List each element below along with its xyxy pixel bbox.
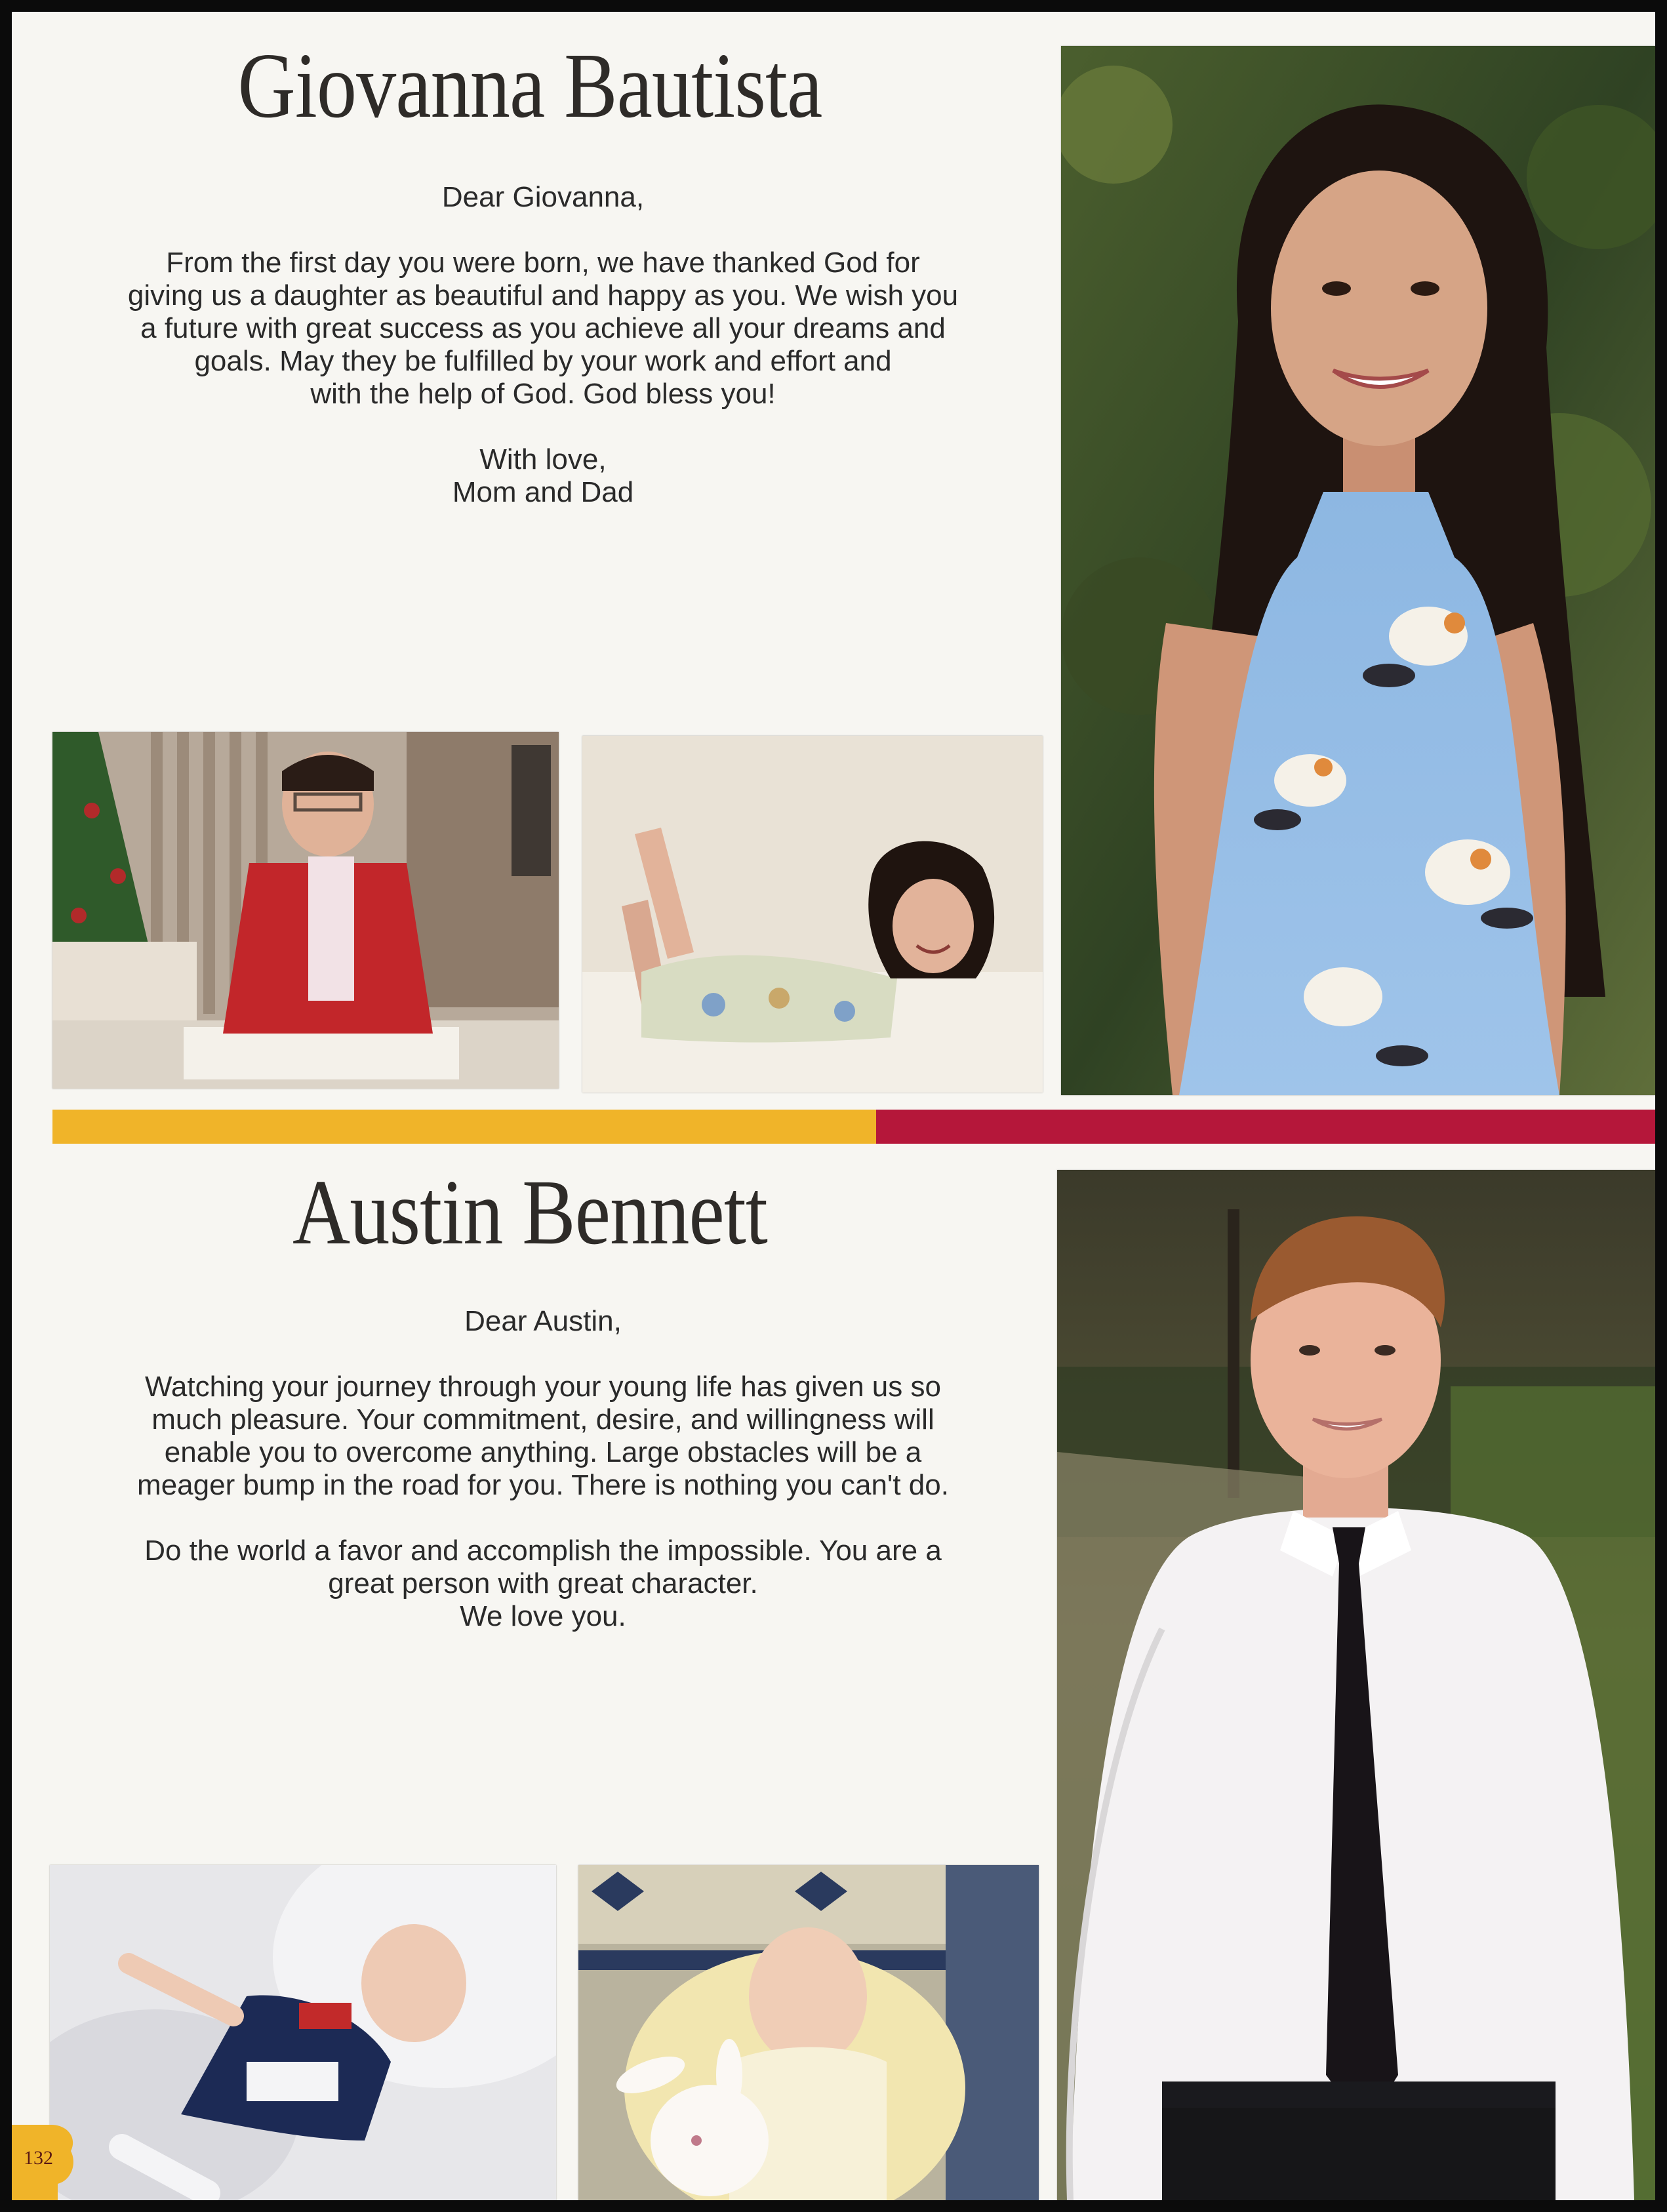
letter-1-salutation: Dear Giovanna, [441, 181, 645, 213]
divider-bar-gold [52, 1110, 876, 1144]
senior-portrait-photo-2 [1057, 1170, 1655, 2200]
letter-2-line: much pleasure. Your commitment, desire, and willingness will [151, 1403, 934, 1436]
letter-1-line: giving us a daughter as beautiful and happy as you. We wish you [127, 279, 959, 312]
childhood-photo-1a [52, 732, 559, 1089]
divider-bar-crimson [876, 1110, 1655, 1144]
letter-1-line: goals. May they be fulfilled by your work and effort and [194, 345, 892, 377]
letter-2 [51, 1305, 1035, 1633]
letter-2-salutation: Dear Austin, [464, 1305, 622, 1337]
letter-1-closing: With love, [479, 443, 607, 475]
letter-2-line: We love you. [460, 1600, 626, 1632]
letter-1-line: From the first day you were born, we have thanked God for [166, 247, 920, 279]
letter-1-signature: Mom and Dad [452, 476, 634, 508]
student-name-2: Austin Bennett [292, 1160, 768, 1264]
letter-1-line: a future with great success as you achieve all your dreams and [140, 312, 946, 344]
letter-1-line: with the help of God. God bless you! [310, 378, 776, 410]
letter-2-line: Watching your journey through your young life has given us so [145, 1371, 941, 1403]
yearbook-page [12, 12, 1655, 2200]
page-number: 132 [24, 2147, 53, 2169]
letter-2-line: Do the world a favor and accomplish the impossible. You are a [144, 1535, 942, 1567]
letter-1 [51, 181, 1035, 509]
letter-2-line: enable you to overcome anything. Large obstacles will be a [164, 1436, 922, 1468]
senior-portrait-photo-1 [1061, 46, 1655, 1095]
childhood-photo-2b [578, 1865, 1039, 2200]
letter-2-line: meager bump in the road for you. There is nothing you can't do. [137, 1469, 949, 1501]
childhood-photo-1b [582, 736, 1043, 1093]
letter-2-line: great person with great character. [328, 1567, 758, 1599]
childhood-photo-2a [50, 1865, 556, 2200]
student-name-1: Giovanna Bautista [237, 33, 822, 137]
